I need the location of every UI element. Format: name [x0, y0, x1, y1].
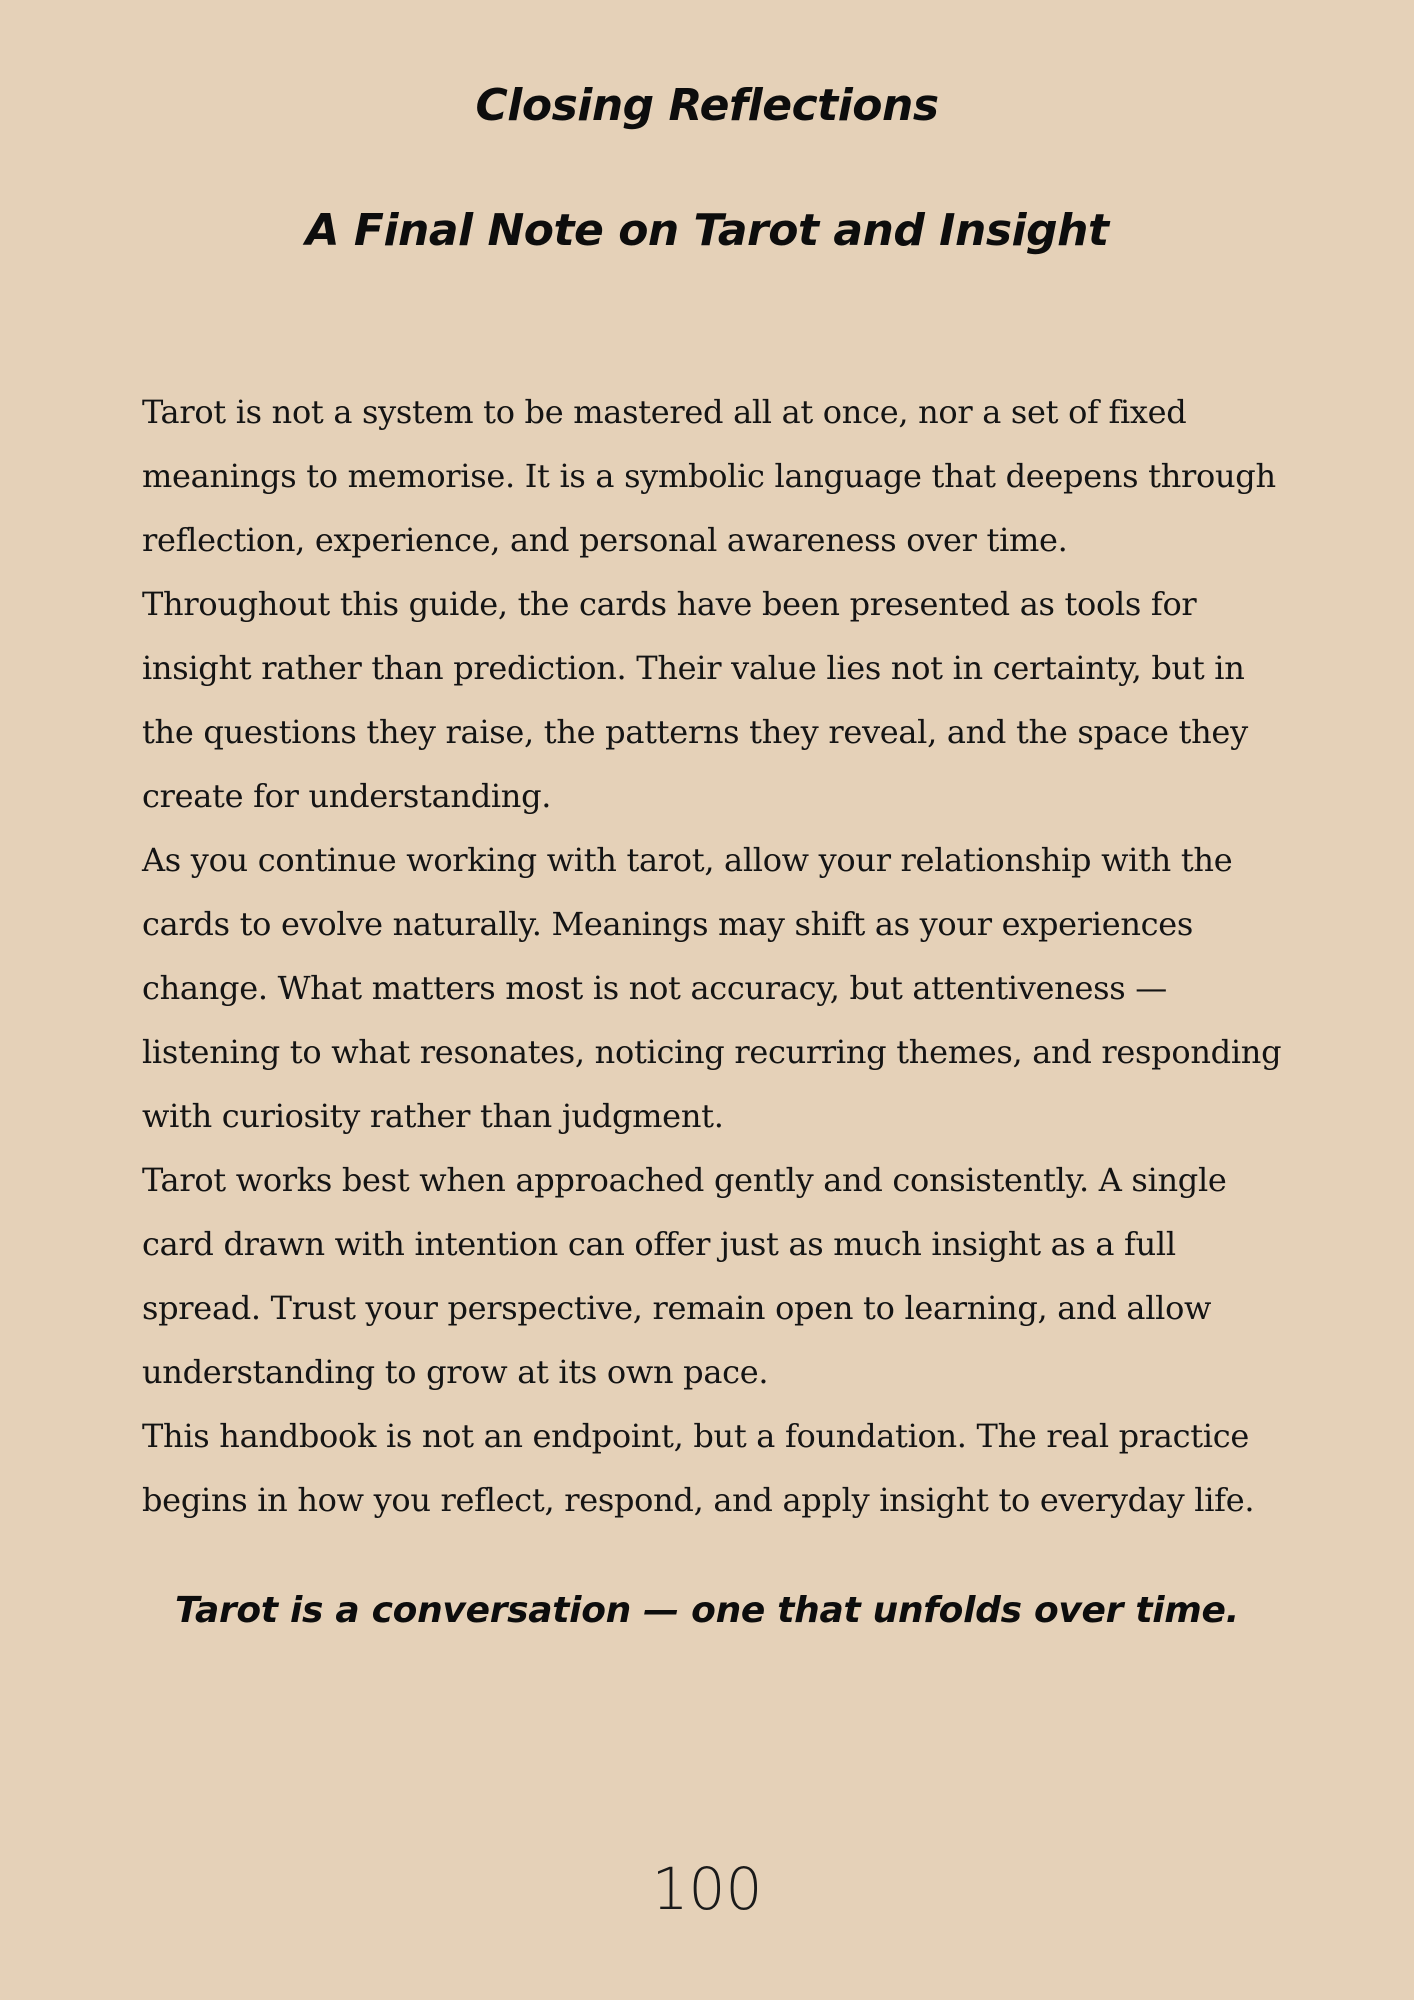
body-text: [142, 380, 1282, 1532]
paragraph-5: This handbook is not an endpoint, but a foundation. The real practice begins in how you reflect, respond, and apply insight to everyday life.: [142, 1417, 1255, 1519]
paragraph-3: As you continue working with tarot, allow your relationship with the cards to evolve naturally. Meanings may shift as your experiences change. What matters most is not accuracy, but attentiveness — listening to what resonates, noticing recurring themes, and responding with curiosity rather than judgment.: [142, 841, 1282, 1135]
page-number: 100: [651, 1855, 763, 1923]
paragraph-4: Tarot works best when approached gently and consistently. A single card drawn with intention can offer just as much insight as a full spread. Trust your perspective, remain open to learning, and allow understanding to grow at its own pace.: [142, 1161, 1227, 1391]
page-subtitle: A Final Note on Tarot and Insight: [305, 205, 1109, 256]
paragraph-2: Throughout this guide, the cards have been presented as tools for insight rather than prediction. Their value lies not in certainty, but in the questions they raise, the patterns they reveal, and the space they create for understanding.: [142, 585, 1248, 815]
paragraph-1: Tarot is not a system to be mastered all at once, nor a set of fixed meanings to memorise. It is a symbolic language that deepens through reflection, experience, and personal awareness over time.: [142, 393, 1276, 559]
page-title: Closing Reflections: [475, 80, 939, 131]
closing-quote: Tarot is a conversation — one that unfolds over time.: [174, 1590, 1240, 1631]
